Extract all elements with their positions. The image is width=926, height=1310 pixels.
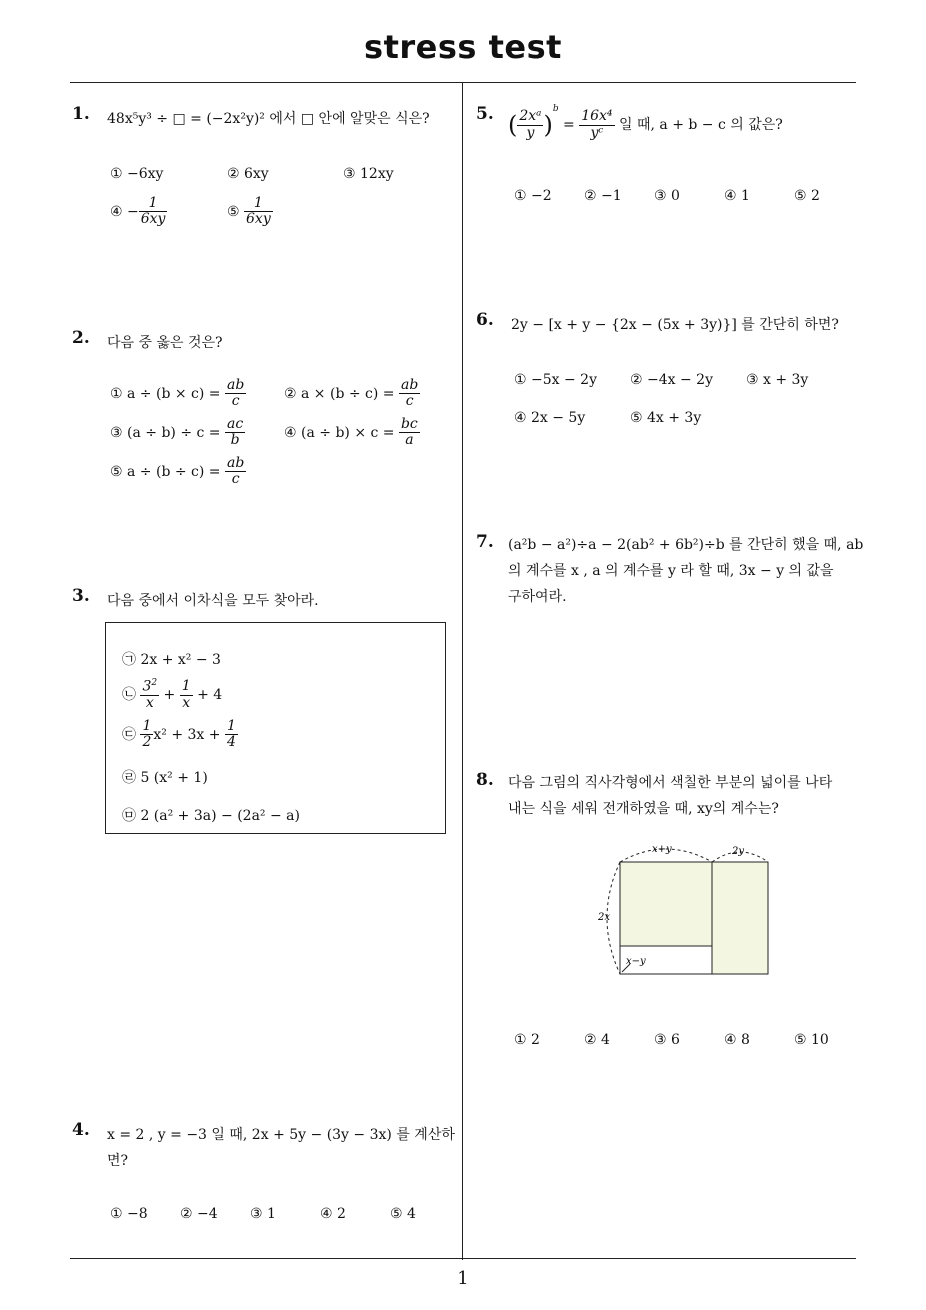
option-label: ⑤ — [227, 203, 245, 220]
question-expression: ( $\frac{\text{2xᵃ}}{y}$ )$^b$ = $\frac{\text{16x⁴}}{\text{yᶜ}}$ 일 때, a + b − c 의 값은? — [508, 104, 783, 141]
question-5 — [476, 104, 861, 214]
question-number: 8. — [476, 770, 494, 790]
option-3[interactable]: ③ 6 — [654, 1032, 680, 1048]
question-text-line-1: (a²b − a²)÷a − 2(ab² + 6b²)÷b 를 간단히 했을 때, ab — [508, 537, 864, 553]
option-5[interactable]: ⑤ a ÷ (b ÷ c) = $\frac{ab}{c}$ — [110, 455, 245, 488]
option-3[interactable]: ③ (a ÷ b) ÷ c = $\frac{ac}{b}$ — [110, 416, 244, 449]
shaded-region-right — [712, 862, 768, 974]
top-rule — [70, 82, 856, 83]
item-5: ㉤ 2 (a² + 3a) − (2a² − a) — [122, 808, 300, 824]
question-text: 다음 중에서 이차식을 모두 찾아라. — [107, 593, 319, 609]
question-text: 2y − [x + y − {2x − (5x + 3y)}] 를 간단히 하면? — [511, 317, 839, 333]
option-4[interactable]: ④ 8 — [724, 1032, 750, 1048]
question-6 — [476, 310, 861, 430]
rectangle-figure — [590, 838, 790, 988]
option-1[interactable]: ① −6xy — [110, 166, 164, 182]
option-2[interactable]: ② 6xy — [227, 166, 269, 182]
label-2y: 2y — [732, 846, 745, 857]
option-2[interactable]: ② −1 — [584, 188, 622, 204]
question-text: 다음 중 옳은 것은? — [107, 335, 223, 351]
option-5[interactable]: ⑤ 4x + 3y — [630, 410, 702, 426]
question-text: 48x⁵y³ ÷ □ = (−2x²y)² 에서 □ 안에 알맞은 식은? — [107, 111, 430, 127]
question-text-line-3: 구하여라. — [508, 589, 567, 605]
option-label: ④ − — [110, 203, 139, 220]
option-4[interactable]: ④ 1 — [724, 188, 750, 204]
page-number: 1 — [457, 1268, 469, 1289]
question-number: 3. — [72, 586, 90, 606]
question-number: 1. — [72, 104, 90, 124]
question-number: 6. — [476, 310, 494, 330]
option-3[interactable]: ③ x + 3y — [746, 372, 809, 388]
item-2: ㉡ $\frac{3^2}{x}$ + $\frac{1}{x}$ + 4 — [122, 678, 223, 712]
question-text-line-2: 내는 식을 세워 전개하였을 때, xy의 계수는? — [508, 801, 779, 817]
item-1: ㉠ 2x + x² − 3 — [122, 652, 221, 668]
option-5[interactable]: ⑤ 4 — [390, 1206, 416, 1222]
option-5[interactable]: ⑤ 2 — [794, 188, 820, 204]
option-1[interactable]: ① a ÷ (b × c) = $\frac{ab}{c}$ — [110, 377, 245, 410]
question-7 — [476, 532, 864, 612]
option-2[interactable]: ② −4 — [180, 1206, 218, 1222]
option-2[interactable]: ② −4x − 2y — [630, 372, 713, 388]
option-4[interactable] — [110, 196, 167, 228]
option-5[interactable]: ⑤ 10 — [794, 1032, 829, 1048]
question-text: x = 2 , y = −3 일 때, 2x + 5y − (3y − 3x) 를 계산하면? — [107, 1127, 455, 1169]
question-number: 5. — [476, 104, 494, 124]
question-number: 4. — [72, 1120, 90, 1140]
item-3: ㉢ $\frac{1}{2}$ x² + 3x + $\frac{1}{4}$ — [122, 718, 236, 751]
choice-box — [105, 622, 446, 834]
option-4[interactable]: ④ (a ÷ b) × c = $\frac{bc}{a}$ — [284, 416, 418, 449]
label-x-minus-y: x−y — [626, 956, 646, 967]
question-text-line-2: 의 계수를 x , a 의 계수를 y 라 할 때, 3x − y 의 값을 — [508, 563, 834, 579]
page-title: stress test — [364, 28, 562, 66]
option-3[interactable]: ③ 1 — [250, 1206, 276, 1222]
option-1[interactable]: ① 2 — [514, 1032, 540, 1048]
option-5[interactable] — [227, 196, 273, 228]
item-4: ㉣ 5 (x² + 1) — [122, 770, 208, 786]
option-1[interactable]: ① −5x − 2y — [514, 372, 597, 388]
question-2 — [72, 328, 457, 498]
option-4[interactable]: ④ 2 — [320, 1206, 346, 1222]
option-2[interactable]: ② a × (b ÷ c) = $\frac{ab}{c}$ — [284, 377, 419, 410]
label-2x: 2x — [598, 912, 611, 923]
fraction: $\frac{1}{6xy}$ — [140, 195, 166, 228]
fraction: $\frac{1}{6xy}$ — [246, 195, 271, 228]
option-1[interactable]: ① −8 — [110, 1206, 148, 1222]
question-text-line-1: 다음 그림의 직사각형에서 색칠한 부분의 넓이를 나타 — [508, 775, 833, 791]
shaded-region-left — [620, 862, 712, 946]
option-4[interactable]: ④ 2x − 5y — [514, 410, 586, 426]
bottom-rule — [70, 1258, 856, 1259]
question-text: 일 때, a + b − c 의 값은? — [619, 117, 783, 133]
question-number: 7. — [476, 532, 494, 552]
option-3[interactable]: ③ 0 — [654, 188, 680, 204]
option-3[interactable]: ③ 12xy — [343, 166, 394, 182]
label-x-plus-y: x+y — [652, 844, 672, 855]
question-4 — [72, 1120, 460, 1230]
option-1[interactable]: ① −2 — [514, 188, 552, 204]
question-1 — [72, 104, 457, 244]
question-number: 2. — [72, 328, 90, 348]
option-2[interactable]: ② 4 — [584, 1032, 610, 1048]
column-divider — [462, 82, 463, 1260]
